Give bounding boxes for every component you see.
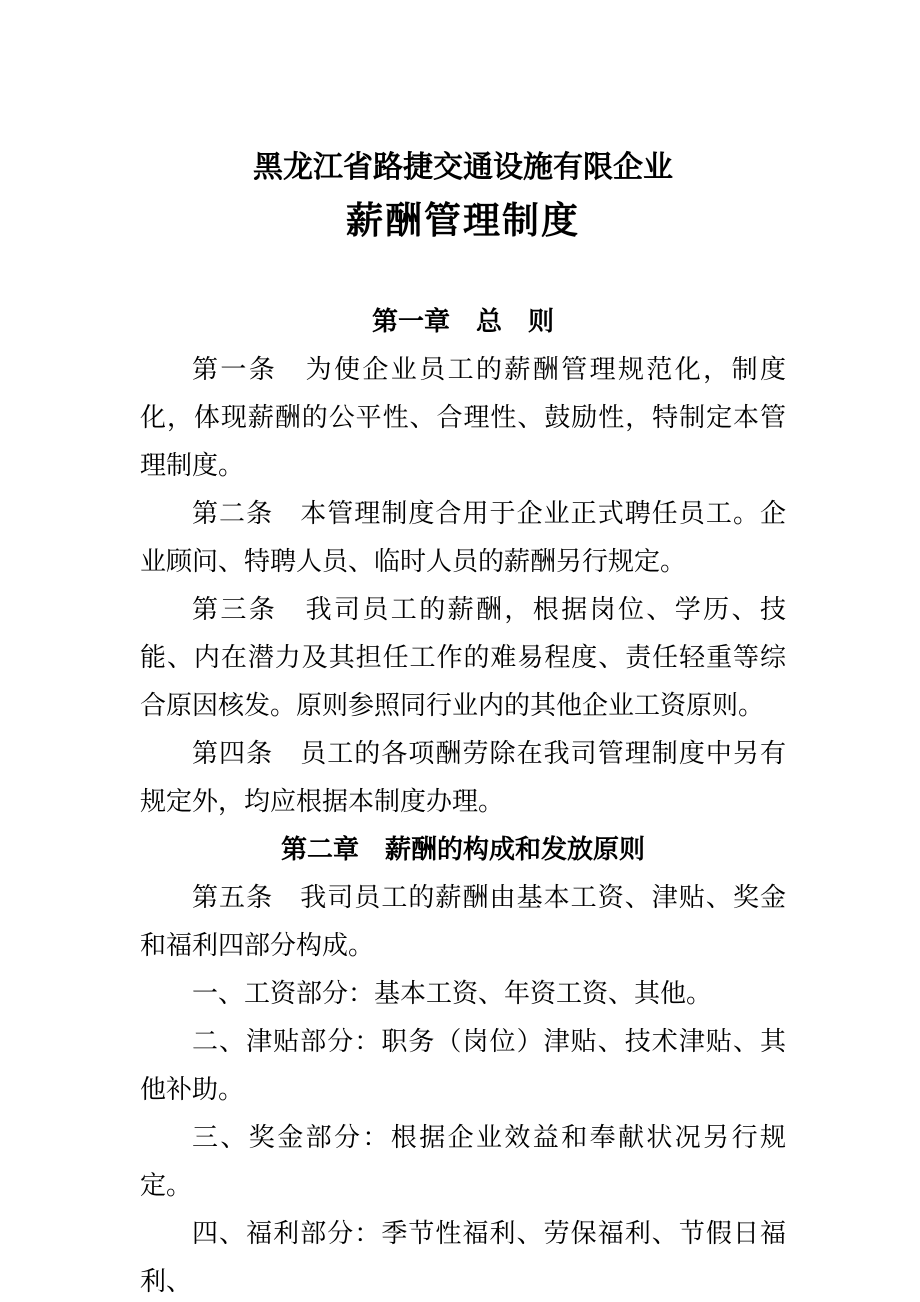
- document-title-company: 黑龙江省路捷交通设施有限企业: [253, 151, 673, 184]
- article-3-paragraph: 第三条 我司员工的薪酬，根据岗位、学历、技能、内在潜力及其担任工作的难易程度、责任轻重等综合原因核发。原则参照同行业内的其他企业工资原则。: [140, 595, 786, 720]
- article-2-paragraph: 第二条 本管理制度合用于企业正式聘任员工。企业顾问、特聘人员、临时人员的薪酬另行规定。: [140, 499, 786, 576]
- chapter-1-heading: 第一章 总 则: [371, 307, 554, 336]
- salary-list-item-1: 一、工资部分：基本工资、年资工资、其他。: [192, 979, 713, 1008]
- salary-list-item-4: 四、福利部分：季节性福利、劳保福利、节假日福利、: [140, 1219, 786, 1296]
- article-5-paragraph: 第五条 我司员工的薪酬由基本工资、津贴、奖金和福利四部分构成。: [140, 883, 786, 960]
- salary-list-item-3: 三、奖金部分：根据企业效益和奉献状况另行规定。: [140, 1123, 786, 1200]
- article-1-paragraph: 第一条 为使企业员工的薪酬管理规范化，制度化，体现薪酬的公平性、合理性、鼓励性，特制定本管理制度。: [140, 355, 786, 480]
- chapter-2-heading: 第二章 薪酬的构成和发放原则: [280, 835, 645, 864]
- article-4-paragraph: 第四条 员工的各项酬劳除在我司管理制度中另有规定外，均应根据本制度办理。: [140, 739, 786, 816]
- salary-list-item-2: 二、津贴部分：职务（岗位）津贴、技术津贴、其他补助。: [140, 1027, 786, 1104]
- document-title-subject: 薪酬管理制度: [346, 201, 580, 242]
